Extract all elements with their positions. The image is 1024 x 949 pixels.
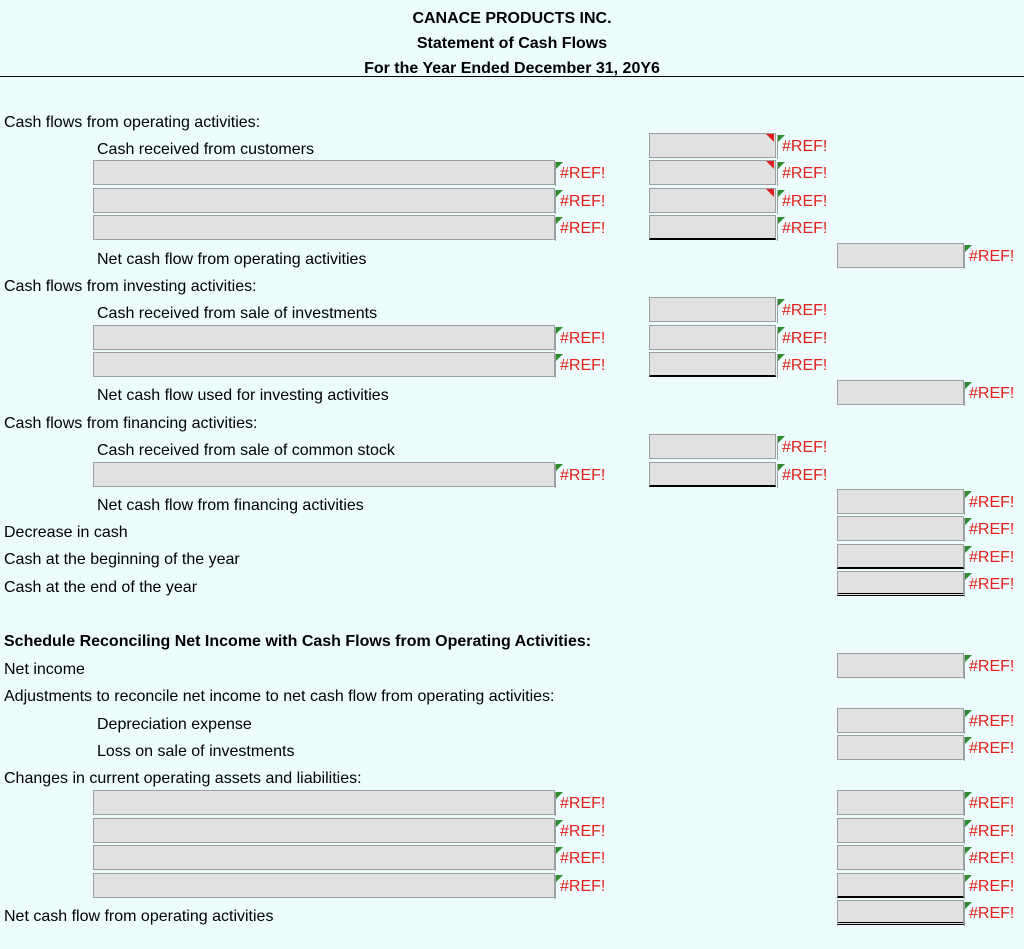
depreciation-label: Depreciation expense	[97, 716, 252, 733]
cash-received-investments-label: Cash received from sale of investments	[97, 305, 378, 322]
adjustments-label: Adjustments to reconcile net income to net cash flow from operating activities:	[4, 688, 555, 705]
net-investing-input[interactable]	[837, 380, 964, 405]
cash-end-label: Cash at the end of the year	[4, 579, 198, 596]
net-financing-input[interactable]	[837, 489, 964, 514]
cash-beginning-label: Cash at the beginning of the year	[4, 551, 240, 568]
change-description-input[interactable]	[93, 873, 555, 898]
op-description-input[interactable]	[93, 188, 555, 213]
net-financing-label: Net cash flow from financing activities	[97, 497, 364, 514]
ref-error: #REF!	[777, 217, 849, 241]
net-operating-label: Net cash flow from operating activities	[97, 251, 367, 268]
op-description-input[interactable]	[93, 160, 555, 185]
op-amount-input[interactable]	[649, 133, 776, 158]
change-description-input[interactable]	[93, 818, 555, 843]
ref-error: #REF!	[964, 546, 1024, 570]
change-amount-input[interactable]	[837, 818, 964, 843]
comment-flag-icon	[766, 189, 774, 197]
change-amount-input[interactable]	[837, 790, 964, 815]
op-amount-input[interactable]	[649, 160, 776, 185]
cash-received-customers-label: Cash received from customers	[97, 141, 314, 158]
comment-flag-icon	[766, 161, 774, 169]
ref-error: #REF!	[777, 299, 849, 323]
ref-error: #REF!	[964, 902, 1024, 926]
ref-error: #REF!	[964, 382, 1024, 406]
ref-error: #REF!	[555, 217, 627, 241]
ref-error: #REF!	[964, 847, 1024, 871]
cash-beginning-input[interactable]	[837, 544, 964, 569]
ref-error: #REF!	[555, 820, 627, 844]
fin-description-input[interactable]	[93, 462, 555, 487]
fin-amount-input[interactable]	[649, 434, 776, 459]
ref-error: #REF!	[964, 820, 1024, 844]
ref-error: #REF!	[964, 655, 1024, 679]
loss-investments-input[interactable]	[837, 735, 964, 760]
ref-error: #REF!	[964, 737, 1024, 761]
net-income-input[interactable]	[837, 653, 964, 678]
net-operating-input[interactable]	[837, 243, 964, 268]
statement-title: Statement of Cash Flows	[416, 35, 608, 52]
op-amount-input[interactable]	[649, 188, 776, 213]
comment-flag-icon	[766, 134, 774, 142]
financing-heading: Cash flows from financing activities:	[4, 415, 258, 432]
fin-amount-input[interactable]	[649, 462, 776, 487]
change-amount-input[interactable]	[837, 873, 964, 898]
ref-error: #REF!	[777, 190, 849, 214]
ref-error: #REF!	[555, 875, 627, 899]
ref-error: #REF!	[777, 436, 849, 460]
company-name: CANACE PRODUCTS INC.	[412, 10, 612, 27]
ref-error: #REF!	[964, 518, 1024, 542]
depreciation-input[interactable]	[837, 708, 964, 733]
op-description-input[interactable]	[93, 215, 555, 240]
ref-error: #REF!	[964, 875, 1024, 899]
decrease-in-cash-input[interactable]	[837, 516, 964, 541]
decrease-in-cash-label: Decrease in cash	[4, 524, 128, 541]
net-investing-label: Net cash flow used for investing activities	[97, 387, 389, 404]
inv-description-input[interactable]	[93, 352, 555, 377]
change-description-input[interactable]	[93, 845, 555, 870]
ref-error: #REF!	[777, 162, 849, 186]
ref-error: #REF!	[964, 245, 1024, 269]
ref-error: #REF!	[555, 354, 627, 378]
ref-error: #REF!	[964, 710, 1024, 734]
schedule-net-operating-label: Net cash flow from operating activities	[4, 908, 274, 925]
cash-end-input[interactable]	[837, 571, 964, 596]
loss-investments-label: Loss on sale of investments	[97, 743, 295, 760]
inv-amount-input[interactable]	[649, 297, 776, 322]
ref-error: #REF!	[555, 327, 627, 351]
change-description-input[interactable]	[93, 790, 555, 815]
operating-heading: Cash flows from operating activities:	[4, 114, 261, 131]
ref-error: #REF!	[777, 354, 849, 378]
ref-error: #REF!	[555, 464, 627, 488]
statement-period: For the Year Ended December 31, 20Y6	[364, 60, 660, 77]
changes-label: Changes in current operating assets and liabilities:	[4, 770, 362, 787]
investing-heading: Cash flows from investing activities:	[4, 278, 257, 295]
ref-error: #REF!	[964, 792, 1024, 816]
inv-description-input[interactable]	[93, 325, 555, 350]
change-amount-input[interactable]	[837, 845, 964, 870]
inv-amount-input[interactable]	[649, 352, 776, 377]
ref-error: #REF!	[555, 190, 627, 214]
ref-error: #REF!	[555, 847, 627, 871]
ref-error: #REF!	[964, 491, 1024, 515]
ref-error: #REF!	[777, 135, 849, 159]
ref-error: #REF!	[777, 327, 849, 351]
ref-error: #REF!	[555, 162, 627, 186]
schedule-heading: Schedule Reconciling Net Income with Cash Flows from Operating Activities:	[4, 633, 592, 650]
ref-error: #REF!	[777, 464, 849, 488]
ref-error: #REF!	[964, 573, 1024, 597]
header-rule	[0, 76, 1024, 77]
op-amount-input[interactable]	[649, 215, 776, 240]
ref-error: #REF!	[555, 792, 627, 816]
cash-received-stock-label: Cash received from sale of common stock	[97, 442, 395, 459]
net-income-label: Net income	[4, 661, 85, 678]
schedule-net-operating-input[interactable]	[837, 900, 964, 925]
inv-amount-input[interactable]	[649, 325, 776, 350]
